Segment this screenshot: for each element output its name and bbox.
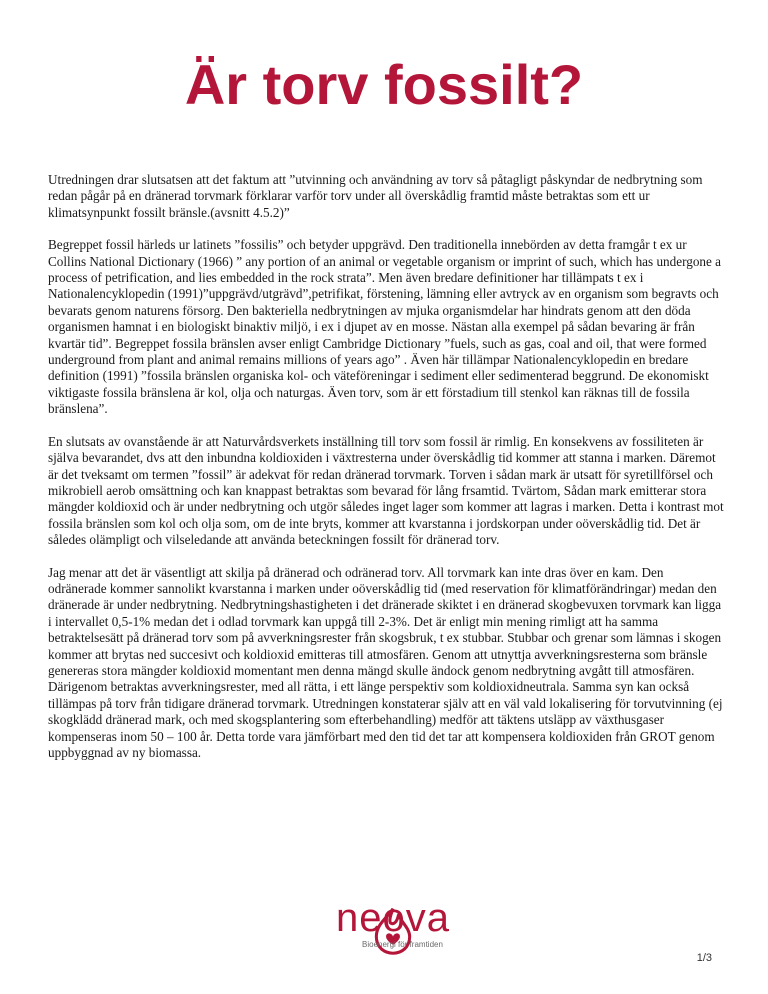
paragraph: En slutsats av ovanstående är att Naturvårdsverkets inställning till torv som fossil är rimlig. En konsekvens av fossiliteten är själva bevarandet, dvs att den inbundna koldioxiden i växtresterna under överskådlig tid kommer att stanna i marken. Däremot är det tveksamt om termen ”fossil” är adekvat för redan dränerad torvmark. Torven i sådan mark är utsatt för syretillförsel och mikrobiell aerob omsättning och kan knappast betraktas som bevarad för lång frsamtid. Tvärtom, Sådan mark emitterar stora mängder koldioxid och är under nedbrytning och utgör således inget lager som kommer att lagras i marken. Detta i kontrast mot fossila bränslen som kol och olja som, om de inte bryts, kommer att kvarstanna i jordskorpan under oöverskådlig tid. Det är således olämpligt och vilseledande att använda beteckningen fossilt för dränerad torv. xyxy=(48,433,724,548)
paragraph: Begreppet fossil härleds ur latinets ”fossilis” och betyder uppgrävd. Den traditionella innebörden av detta framgår t ex ur Collins National Dictionary (1966) ” any portion of an animal or vegetable organism or imprint of such, which has undergone a process of petrification, and lies embedded in the rock strata”. Men även bredare definitioner har tillämpats t ex i Nationalencyklopedin (1991)”uppgrävd/utgrävd”,petrifikat, förstening, lämning eller avtryck av en organism som begravts och bevarats genom naturens försorg. Den bakteriella nedbrytningen av mjuka organismdelar har hindrats genom att den döda organismen hamnat i en biologiskt binaktiv miljö, i ex i djupet av en mosse. Nästan alla exempel på sådan bevaring är från kvartär tid”. Begreppet fossila bränslen avser enligt Cambridge Dictionary ”fuels, such as gas, coal and oil, that were formed underground from plant and animal remains millions of years ago” . Även här tillämpar Nationalencyklopedin en bredare definition (1991) ”fossila bränslen organiska kol- och väteföreningar i sediment eller sedimenterad beggrund. De ekonomiskt viktigaste fossila bränslena är kol, olja och naturgas. Även torv, som är ett förstadium till stenkol kan räknas till de fossila bränslena”. xyxy=(48,237,722,417)
page-number: 1/3 xyxy=(696,952,712,964)
logo-wordmark: neova xyxy=(336,896,450,940)
paragraph: Jag menar att det är väsentligt att skilja på dränerad och odränerad torv. All torvmark kan inte dras över en kam. Den odränerade kommer sannolikt kvarstanna i marken under oöverskådlig tid (med reservation för klimatförändringar) medan den dränerade är under nedbrytning. Nedbrytningshastigheten i det dränerade skiktet i en dränerad skogbevuxen torvmark kan ligga i intervallet 0,5-1% medan det i odlad torvmark kan uppgå till 2-3%. Det är enligt min mening rimligt att ha samma betraktelsesätt på dränerad torv som på avverkningsrester från skogsbruk, t ex stubbar. Stubbar och grenar som lämnas i skogen kommer att brytas ned succesivt och koldioxid emitteras till atmosfären. Genom att utnyttja avverkningsresterna som bränsle genereras stora mängder koldioxid momentant men denna mängd skulle ändock genom nedbrytning avgått till atmosfären. Därigenom betraktas avverkningsrester, med all rätta, i ett länge perspektiv som koldioxidneutrala. Samma syn kan också tillämpas på torv från tidigare dränerad torvmark. Utredningen konstaterar själv att en väl vald lokalisering för torvutvinning (ej skogklädd dränerad mark, och med skogsplantering som efterbehandling) medför att täktens utsläpp av växthusgaser kompenseras inom 50 – 100 år. Detta torde vara jämförbart med den tid det tar att kompensera koldioxiden från GROT genom uppbyggnad av ny biomassa. xyxy=(48,564,723,760)
paragraph: Utredningen drar slutsatsen att det faktum att ”utvinning och användning av torv så påtagligt påskyndar de nedbrytning som redan pågår på en dränerad torvmark förklarar varför torv under all överskådlig framtid måste betraktas som ett ur klimatsynpunkt fossilt bränsle.(avsnitt 4.5.2)” xyxy=(48,172,703,220)
logo-tagline: Bioenergi för framtiden xyxy=(362,940,443,949)
page-title: Är torv fossilt? xyxy=(184,53,584,116)
document-body xyxy=(48,172,724,777)
